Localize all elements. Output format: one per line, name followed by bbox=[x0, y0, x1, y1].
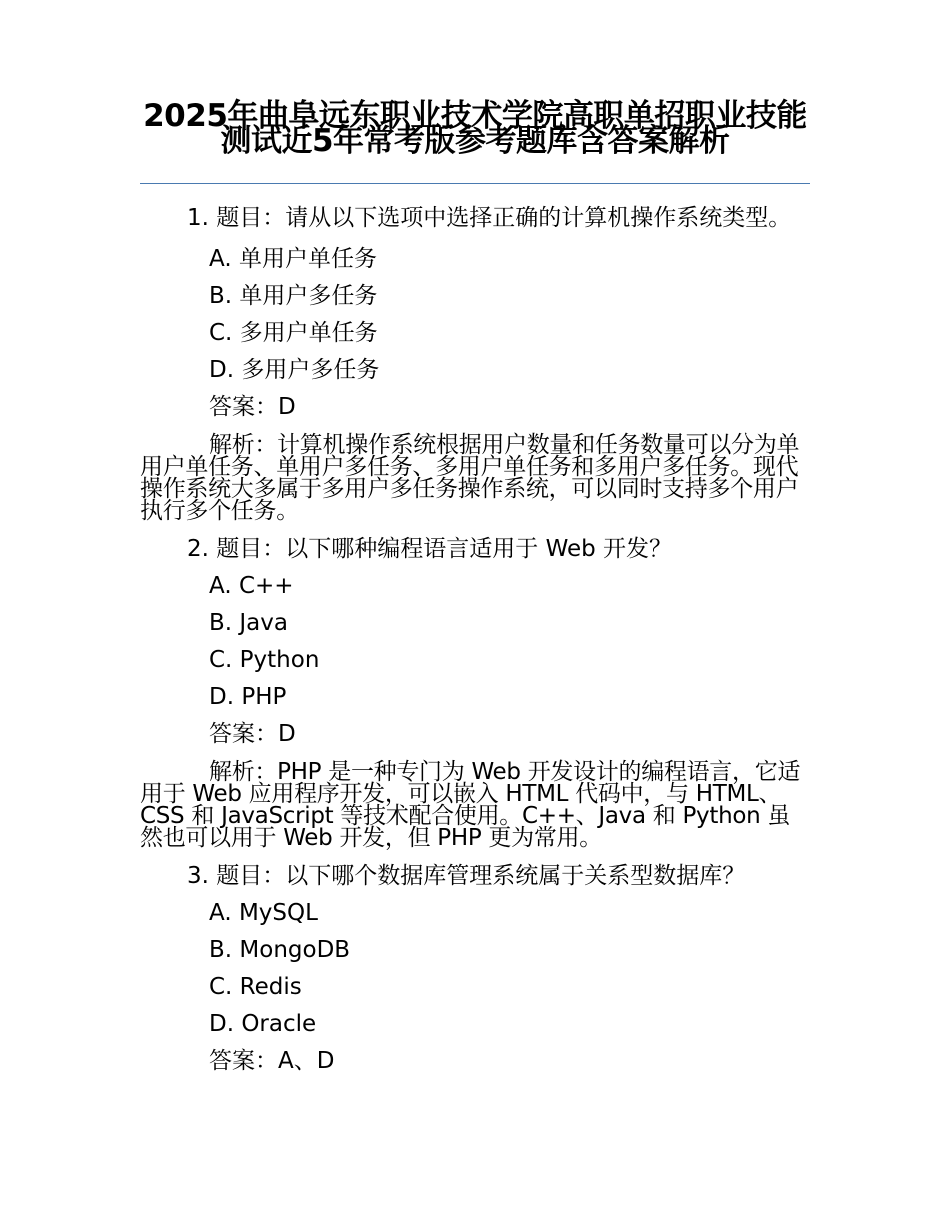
question-stem: 2. 题目：以下哪种编程语言适用于 Web 开发？ bbox=[187, 536, 673, 562]
question-option: A. C++ bbox=[209, 573, 294, 599]
document-title: 2025年曲阜远东职业技术学院高职单招职业技能测试近5年常考版参考题库含答案解析 bbox=[143, 98, 807, 159]
question-answer: 答案：D bbox=[209, 394, 296, 420]
question-list bbox=[140, 203, 810, 1080]
question-option: C. Redis bbox=[209, 974, 302, 1000]
question-item bbox=[140, 858, 810, 1080]
question-analysis: 解析：PHP 是一种专门为 Web 开发设计的编程语言，它适用于 Web 应用程序开发，可以嵌入 HTML 代码中，与 HTML、CSS 和 JavaScript 等技术配合使用。C++、Java 和 Python 虽然也可以用于 Web 开发，但 PHP 更为常用。 bbox=[140, 759, 801, 851]
question-option: D. Oracle bbox=[209, 1011, 317, 1037]
question-option: B. 单用户多任务 bbox=[209, 283, 378, 309]
question-option: B. MongoDB bbox=[209, 937, 351, 963]
question-answer: 答案：A、D bbox=[209, 1048, 335, 1074]
question-stem: 3. 题目：以下哪个数据库管理系统属于关系型数据库？ bbox=[187, 863, 746, 889]
question-analysis: 解析：计算机操作系统根据用户数量和任务数量可以分为单用户单任务、单用户多任务、多用户单任务和多用户多任务。现代操作系统大多属于多用户多任务操作系统，可以同时支持多个用户执行多个任务。 bbox=[140, 432, 800, 524]
question-option: B. Java bbox=[209, 610, 288, 636]
question-item bbox=[140, 531, 810, 858]
question-item bbox=[140, 203, 810, 531]
question-stem: 1. 题目：请从以下选项中选择正确的计算机操作系统类型。 bbox=[187, 205, 792, 231]
question-option: A. 单用户单任务 bbox=[209, 246, 377, 272]
question-option: C. Python bbox=[209, 647, 320, 673]
question-option: D. PHP bbox=[209, 684, 287, 710]
title-divider bbox=[140, 183, 810, 184]
question-option: D. 多用户多任务 bbox=[209, 357, 380, 383]
question-option: C. 多用户单任务 bbox=[209, 320, 378, 346]
question-answer: 答案：D bbox=[209, 721, 296, 747]
question-option: A. MySQL bbox=[209, 900, 318, 926]
